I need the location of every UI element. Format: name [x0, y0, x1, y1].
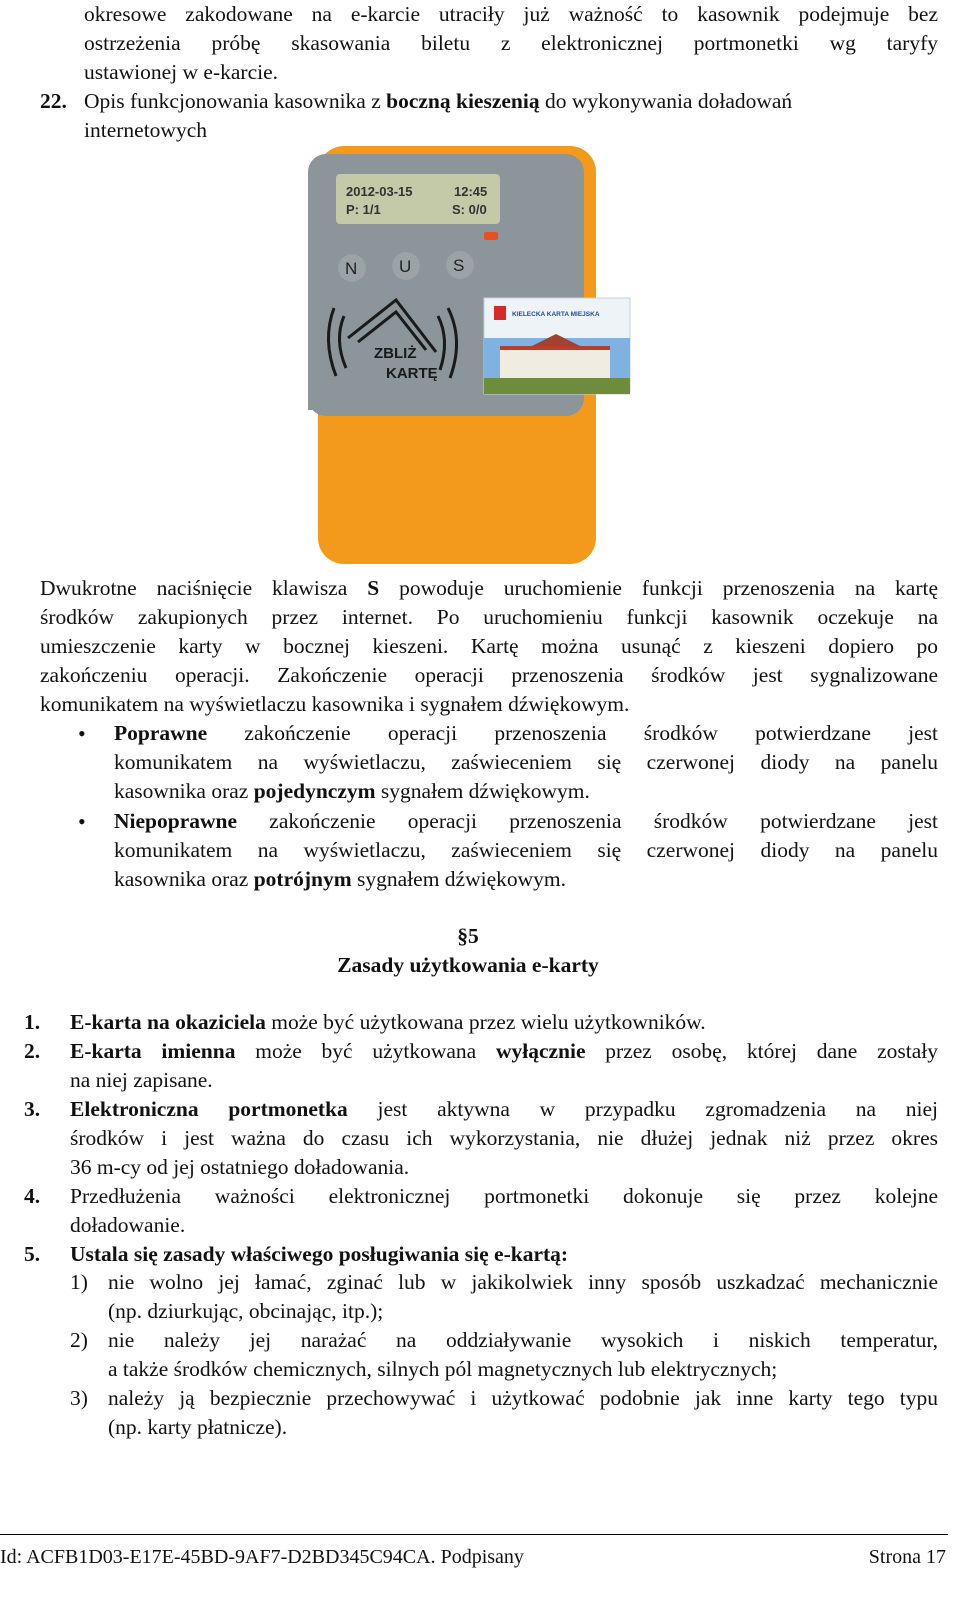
item-2-number: 2. — [24, 1039, 41, 1063]
item-5-bold: Ustala się zasady właściwego posługiwania się e-kartą: — [70, 1242, 569, 1266]
bullet-1-bold: Poprawne — [114, 721, 208, 745]
footer-page-number: Strona 17 — [868, 1546, 946, 1568]
item-4-number: 4. — [24, 1184, 41, 1208]
para1-line-1 — [40, 574, 938, 603]
item-3-line-1 — [70, 1095, 938, 1124]
item-22-heading — [84, 87, 938, 116]
top-line-1: okresowe zakodowane na e-karcie utraciły już ważność to kasownik podejmuje bez — [84, 2, 938, 26]
city-card-image — [484, 298, 630, 394]
bullet-2-l1-post: zakończenie operacji przenoszenia środków potwierdzane jest — [237, 809, 938, 833]
bullet-1-l3-post: sygnałem dźwiękowym. — [375, 779, 590, 803]
item-22-text-post: do wykonywania doładowań — [539, 89, 793, 113]
section-symbol: §5 — [457, 924, 479, 948]
bullet-1-line-3 — [114, 777, 938, 806]
bullet-2-line-3 — [114, 865, 938, 894]
display-time: 12:45 — [454, 184, 488, 199]
section-title: Zasady użytkowania e-karty — [337, 953, 599, 977]
ticket-validator-illustration — [300, 140, 680, 580]
para1-line-5: komunikatem na wyświetlaczu kasownika i sygnałem dźwiękowym. — [40, 692, 630, 716]
bullet-2-bold: Niepoprawne — [114, 809, 238, 833]
display-s: S: 0/0 — [452, 202, 487, 217]
subitem-3-line-1: należy ją bezpiecznie przechowywać i użytkować podobnie jak inne karty tego typu — [108, 1386, 938, 1410]
item-4-line-1: Przedłużenia ważności elektronicznej portmonetki dokonuje się przez kolejne — [70, 1184, 938, 1208]
item-22-number: 22. — [40, 89, 67, 113]
subitem-2-number: 2) — [70, 1328, 88, 1352]
para1-l1-post: powoduje uruchomienie funkcji przenoszenia na kartę — [379, 576, 938, 600]
bullet-1-l1-post: zakończenie operacji przenoszenia środków potwierdzane jest — [207, 721, 938, 745]
bullet-2-l3-pre: kasownika oraz — [114, 867, 254, 891]
bullet-2-line-2: komunikatem na wyświetlaczu, zaświeceniem się czerwonej diody na panelu — [114, 838, 938, 862]
reader-label-line-1: ZBLIŻ — [374, 345, 417, 362]
item-3-bold: Elektroniczna portmonetka — [70, 1097, 348, 1121]
item-1-line-1 — [70, 1008, 938, 1037]
top-line-3: ustawionej w e-karcie. — [84, 60, 279, 84]
led-indicator — [484, 232, 498, 240]
item-2-mid: może być użytkowana — [235, 1039, 496, 1063]
reader-label-line-2: KARTĘ — [386, 365, 438, 382]
bullet-1-line-1 — [114, 719, 938, 748]
key-u-label: U — [399, 257, 412, 276]
subitem-3-line-2: (np. karty płatnicze). — [108, 1415, 288, 1439]
item-22-line-2: internetowych — [84, 118, 207, 142]
card-title: KIELECKA KARTA MIEJSKA — [512, 311, 600, 318]
item-3-line-2: środków i jest ważna do czasu ich wykorzystania, nie dłużej jednak niż przez okres — [70, 1126, 938, 1150]
para1-line-3: umieszczenie karty w bocznej kieszeni. Kartę można usunąć z kieszeni dopiero po — [40, 634, 938, 658]
bullet-1-l3-bold: pojedynczym — [253, 779, 376, 803]
subitem-1-line-2: (np. dziurkując, obcinając, itp.); — [108, 1299, 384, 1323]
bullet-2-line-1 — [114, 807, 938, 836]
bullet-2-l3-post: sygnałem dźwiękowym. — [351, 867, 567, 891]
item-5-line-1 — [70, 1240, 938, 1269]
item-22-text-pre: Opis funkcjonowania kasownika z — [84, 89, 387, 113]
subitem-2-line-2: a także środków chemicznych, silnych pól magnetycznych lub elektrycznych; — [108, 1357, 778, 1381]
item-3-post: jest aktywna w przypadku zgromadzenia na niej — [347, 1097, 938, 1121]
key-n-label: N — [345, 259, 358, 278]
item-5-number: 5. — [24, 1242, 41, 1266]
bullet-marker-1: • — [78, 721, 86, 746]
key-s-label: S — [453, 256, 465, 275]
item-2-post: przez osobę, której dane zostały — [585, 1039, 938, 1063]
display-p: P: 1/1 — [346, 202, 381, 217]
item-22-text-bold: boczną kieszenią — [386, 89, 540, 113]
bullet-1-l3-pre: kasownika oraz — [114, 779, 254, 803]
item-2-bold: E-karta imienna — [70, 1039, 236, 1063]
subitem-1-number: 1) — [70, 1270, 88, 1294]
subitem-3-number: 3) — [70, 1386, 88, 1410]
bullet-2-l3-bold: potrójnym — [253, 867, 352, 891]
subitem-1-line-1: nie wolno jej łamać, zginać lub w jakikolwiek inny sposób uszkadzać mechanicznie — [108, 1270, 938, 1294]
item-4-line-2: doładowanie. — [70, 1213, 186, 1237]
item-1-bold: E-karta na okaziciela — [70, 1010, 266, 1034]
item-2-line-1 — [70, 1037, 938, 1066]
para1-l1-bold: S — [367, 576, 380, 600]
bullet-1-line-2: komunikatem na wyświetlaczu, zaświeceniem się czerwonej diody na panelu — [114, 750, 938, 774]
para1-line-2: środków zakupionych przez internet. Po uruchomieniu funkcji kasownik oczekuje na — [40, 605, 938, 629]
subitem-2-line-1: nie należy jej narażać na oddziaływanie wysokich i niskich temperatur, — [108, 1328, 938, 1352]
footer-divider — [0, 1534, 948, 1535]
item-1-number: 1. — [24, 1010, 41, 1034]
para1-line-4: zakończeniu operacji. Zakończenie operacji przenoszenia środków jest sygnalizowane — [40, 663, 938, 687]
item-3-line-3: 36 m-cy od jej ostatniego doładowania. — [70, 1155, 410, 1179]
top-line-2: ostrzeżenia próbę skasowania biletu z elektronicznej portmonetki wg taryfy — [84, 31, 938, 55]
item-2-line-2: na niej zapisane. — [70, 1068, 213, 1092]
bullet-marker-2: • — [78, 809, 86, 834]
display-date: 2012-03-15 — [346, 184, 413, 199]
footer-document-id: Id: ACFB1D03-E17E-45BD-9AF7-D2BD345C94CA. Podpisany — [0, 1546, 524, 1568]
item-1-post: może być użytkowana przez wielu użytkowników. — [265, 1010, 706, 1034]
para1-l1-pre: Dwukrotne naciśnięcie klawisza — [40, 576, 368, 600]
item-3-number: 3. — [24, 1097, 41, 1121]
item-2-bold-2: wyłącznie — [495, 1039, 586, 1063]
